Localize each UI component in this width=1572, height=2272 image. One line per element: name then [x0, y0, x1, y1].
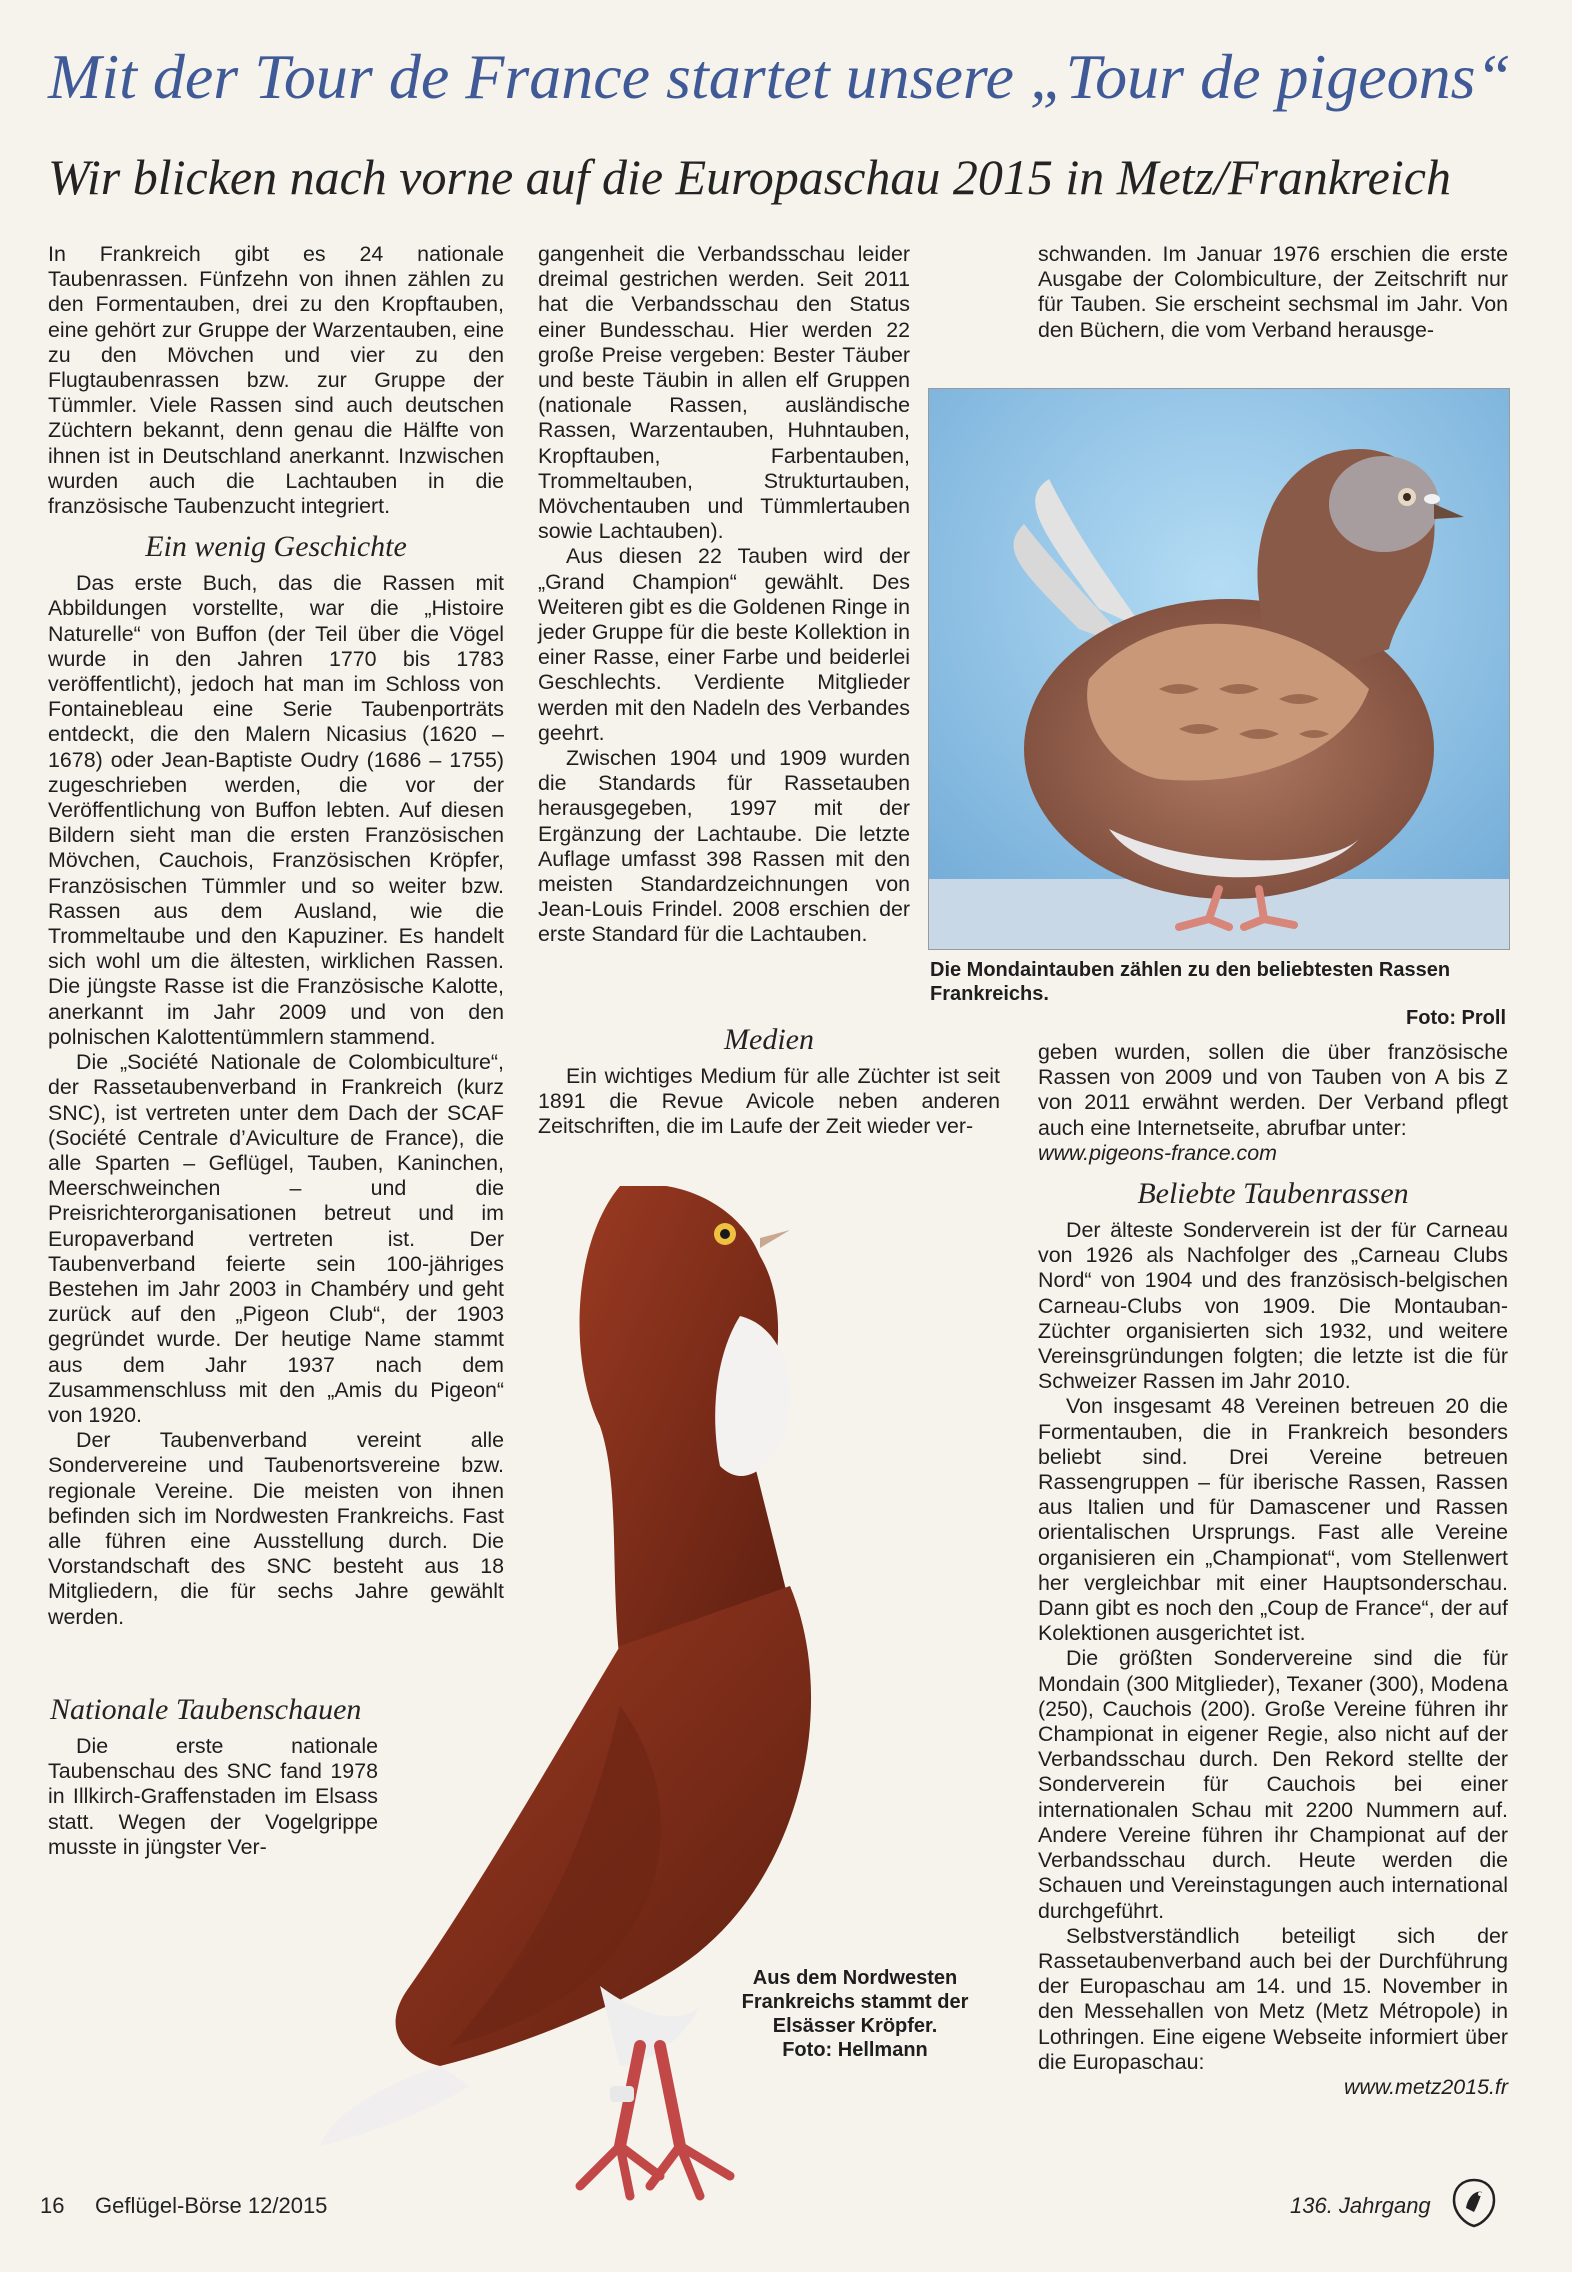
column-3-lower — [1038, 1040, 1508, 2100]
article-title: Mit der Tour de France startet unsere „Tour de pigeons“ — [48, 41, 1512, 112]
footer-volume: 136. Jahrgang — [1290, 2193, 1431, 2218]
section-heading-nationale-taubenschauen: Nationale Taubenschauen — [50, 1693, 362, 1726]
paragraph: Der älteste Sonderverein ist der für Carneau von 1926 als Nachfolger des „Carneau Clubs Nord“ von 1904 und des französisch-belgischen Carneau-Clubs von 1909. Die Montauban-Züchter organisierten sich 1932, und weitere Vereinsgründungen folgten; die letzte ist die für Schweizer Rassen im Jahr 2010. — [1038, 1218, 1508, 1394]
column-2-lower — [538, 1012, 1000, 1140]
paragraph: Zwischen 1904 und 1909 wurden die Standards für Rassetauben herausgegeben, 1997 mit der Ergänzung der Lachtaube. Die letzte Auflage umfasst 398 Rassen mit den meisten Standardzeichnungen von Jean-Louis Frindel. 2008 erschien der erste Standard für die Lachtauben. — [538, 746, 910, 947]
caption-text: Aus dem Nordwesten Frankreichs stammt der Elsässer Kröpfer. — [741, 1967, 969, 2037]
section-heading-medien: Medien — [724, 1023, 814, 1056]
photo-credit: Foto: Proll — [1406, 1007, 1506, 1029]
website-link[interactable]: www.pigeons-france.com — [1038, 1140, 1277, 1165]
paragraph: schwanden. Im Januar 1976 erschien die erste Ausgabe der Colombiculture, der Zeitschrift nur für Tauben. Sie erscheint sechsmal im Jahr. Von den Büchern, die vom Verband herausge- — [1038, 242, 1508, 342]
caption-text: Die Mondaintauben zählen zu den beliebtesten Rassen Frankreichs. — [930, 959, 1451, 1005]
pigeon-emblem-icon — [1452, 2178, 1496, 2228]
paragraph: Der Taubenverband vereint alle Sondervereine und Taubenortsvereine bzw. regionale Vereine. Die meisten von ihnen befinden sich im Nordwesten Frankreichs. Fast alle führen eine Ausstellung durch. Die Vorstandschaft des SNC besteht aus 18 Mitgliedern, die für sechs Jahre gewählt werden. — [48, 1428, 504, 1629]
section-heading-beliebte-taubenrassen: Beliebte Taubenrassen — [1137, 1177, 1409, 1211]
footer-left — [40, 2193, 327, 2219]
column-3 — [1038, 242, 1508, 343]
section-heading-geschichte: Ein wenig Geschichte — [145, 530, 407, 564]
paragraph: Die „Société Nationale de Colombiculture“, der Rassetaubenverband in Frankreich (kurz SNC), ist vertreten unter dem Dach der SCAF (Société Centrale d’Aviculture de France), die alle Sparten – Geflügel, Tauben, Kaninchen, Meerschweinchen – und die Preisrichterorganisationen betreut und im Europaverband vertreten ist. Der Taubenverband feierte sein 100-jähriges Bestehen im Jahr 2003 in Chambéry und geht zurück auf den „Pigeon Club“, der 1903 gegründet wurde. Der heutige Name stammt aus dem Jahr 1937 nach dem Zusammenschluss mit den „Amis du Pigeon“ von 1920. — [48, 1050, 504, 1427]
page-number: 16 — [40, 2193, 65, 2218]
paragraph: Ein wichtiges Medium für alle Züchter ist seit 1891 die Revue Avicole neben anderen Zeitschriften, die im Laufe der Zeit wieder ver- — [538, 1064, 1000, 1139]
kropfer-pigeon-photo — [320, 1186, 1040, 2226]
mondain-pigeon-image — [929, 389, 1509, 949]
caption-mondain — [930, 958, 1506, 1030]
mondain-pigeon-photo — [928, 388, 1510, 950]
paragraph: Die erste nationale Taubenschau des SNC fand 1978 in Illkirch-Graffenstaden im Elsass statt. Wegen der Vogelgrippe musste in jüngster Ver- — [48, 1734, 378, 1859]
column-2 — [538, 242, 910, 948]
paragraph: In Frankreich gibt es 24 nationale Taubenrassen. Fünfzehn von ihnen zählen zu den Formentauben, drei zu den Kropftauben, eine gehört zur Gruppe der Warzentauben, eine zu den Mövchen und vier zu den Flugtaubenrassen bzw. zur Gruppe der Tümmler. Viele Rassen sind auch deutschen Züchtern bekannt, denn genau die Hälfte von ihnen ist in Deutschland anerkannt. Inzwischen wurden auch die Lachtauben in die französische Taubenzucht integriert. — [48, 242, 504, 519]
photo-credit: Foto: Hellmann — [782, 2039, 928, 2061]
caption-kropfer — [740, 1966, 970, 2062]
paragraph: Selbstverständlich beteiligt sich der Rassetaubenverband auch bei der Durchführung der Europaschau am 14. und 15. November in den Messehallen von Metz (Metz Métropole) in Lothringen. Eine eigene Webseite informiert über die Europaschau: — [1038, 1923, 1508, 2074]
article-subtitle: Wir blicken nach vorne auf die Europaschau 2015 in Metz/Frankreich — [48, 149, 1451, 205]
kropfer-pigeon-image — [320, 1186, 1040, 2226]
paragraph: gangenheit die Verbandsschau leider dreimal gestrichen werden. Seit 2011 hat die Verbandsschau den Status einer Bundesschau. Hier werden 22 große Preise vergeben: Bester Täuber und beste Täubin in allen elf Gruppen (nationale Rassen, ausländische Rassen, Warzentauben, Huhntauben, Kropftauben, Farbentauben, Trommeltauben, Strukturtauben, Mövchentauben und Tümmlertauben sowie Lachtauben). — [538, 242, 910, 544]
paragraph: Das erste Buch, das die Rassen mit Abbildungen vorstellte, war die „Histoire Naturelle“ von Buffon (der Teil über die Vögel wurde in den Jahren 1770 bis 1783 veröffentlicht), jedoch hat man im Schloss von Fontainebleau eine Serie Taubenporträts entdeckt, die den Malern Nicasius (1620 – 1678) oder Jean-Baptiste Oudry (1686 – 1755) zugeschrieben werden, die vor der Veröffentlichung von Buffon lebten. Auf diesen Bildern sieht man die ersten Französischen Mövchen, Cauchois, Französischen Kröpfer, Französischen Tümmler und so weiter bzw. Rassen aus dem Ausland, wie die Trommeltaube und den Kapuziner. Es handelt sich wohl um die ältesten, wirklichen Rassen. Die jüngste Rasse ist die Französische Kalotte, anerkannt im Jahr 2009 und von den polnischen Kalottentümmlern stammend. — [48, 571, 504, 1049]
website-link[interactable]: www.metz2015.fr — [1343, 2074, 1508, 2099]
paragraph: Von insgesamt 48 Vereinen betreuen 20 die Formentauben, die in Frankreich besonders beliebt sind. Drei Vereine betreuen Rassengruppen – für iberische Rassen, Rassen aus Italien und für Damascener und Rassen orientalischen Ursprungs. Fast alle Vereine organisieren ein „Championat“, vom Stellenwert her vergleichbar mit einer Hauptsonderschau. Dann gibt es noch den „Coup de France“, der auf Kolektionen ausgerichtet ist. — [1038, 1394, 1508, 1646]
paragraph: Die größten Sondervereine sind die für Mondain (300 Mitglieder), Texaner (300), Modena (250), Cauchois (200). Große Vereine führen ihr Championat in eigener Regie, also nicht auf der Verbandsschau durch. Den Rekord stellte der Sonderverein für Cauchois bei einer internationalen Schau mit 2200 Nummern auf. Andere Vereine führen ihr Championat auf der Verbandsschau durch. Heute werden die Schauen und Vereinstagungen auch international durchgeführt. — [1038, 1646, 1508, 1923]
paragraph: Aus diesen 22 Tauben wird der „Grand Champion“ gewählt. Des Weiteren gibt es die Goldenen Ringe in jeder Gruppe für die beste Kollektion in einer Rasse, einer Farbe und beiderlei Geschlechts. Verdiente Mitglieder werden mit den Nadeln des Verbandes geehrt. — [538, 544, 910, 745]
paragraph: geben wurden, sollen die über französische Rassen von 2009 und von Tauben von A bis Z von 2011 erwähnt werden. Der Verband pflegt auch eine Internetseite, abrufbar unter: — [1038, 1040, 1508, 1140]
magazine-name: Geflügel-Börse 12/2015 — [95, 2193, 328, 2218]
